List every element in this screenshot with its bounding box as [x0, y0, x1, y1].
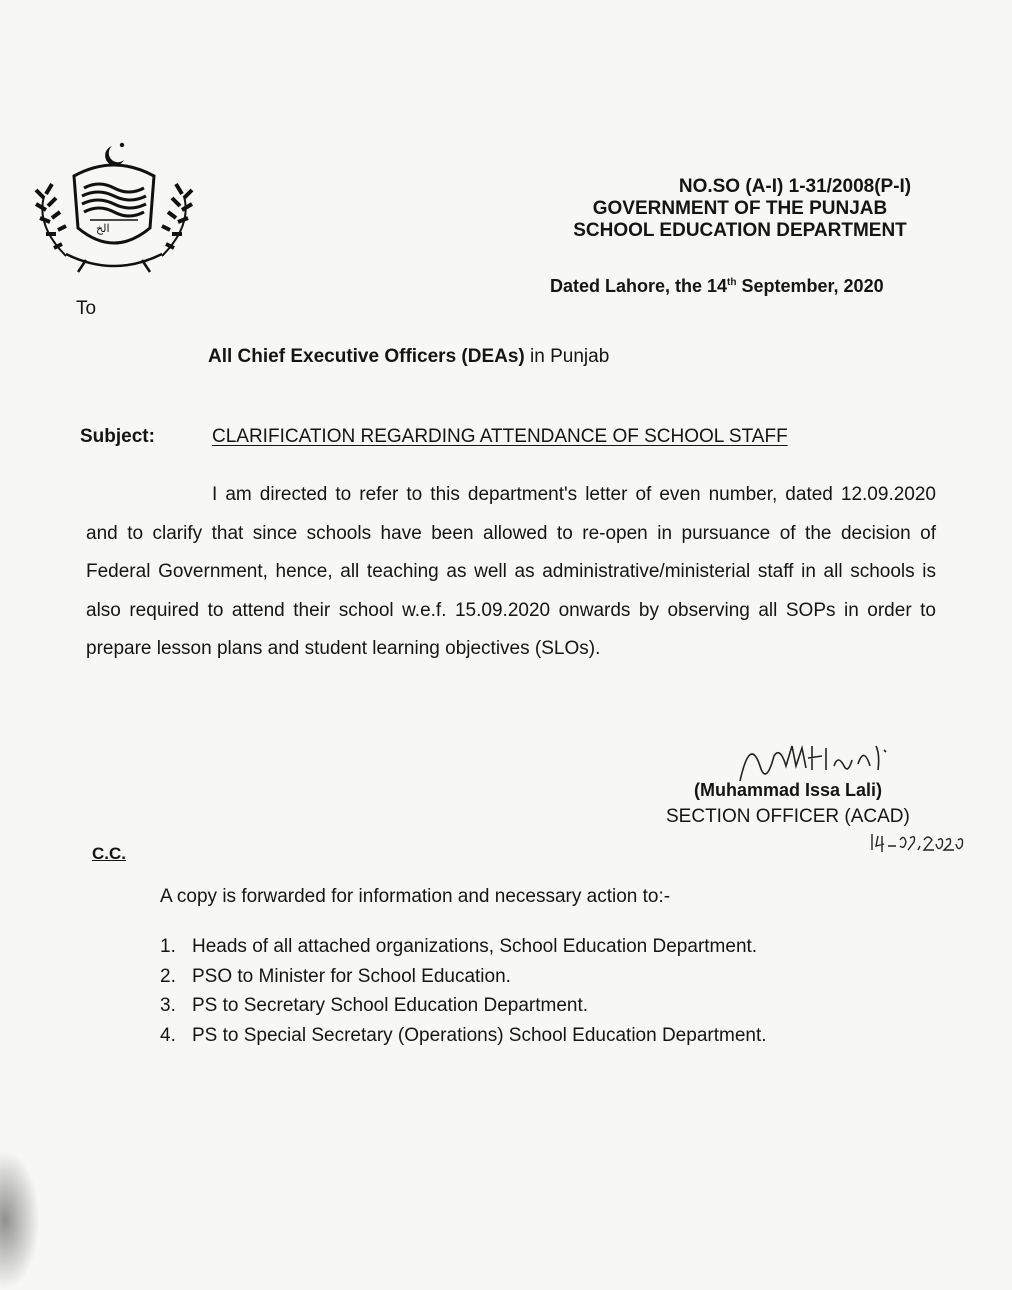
- list-item: [160, 962, 767, 992]
- punjab-government-emblem-icon: [26, 136, 202, 276]
- subject-label: Subject:: [80, 426, 155, 447]
- list-item-text: PS to Secretary School Education Department.: [192, 995, 589, 1016]
- list-item-number: 2.: [160, 965, 176, 987]
- body-text: I am directed to refer to this department's letter of even number, dated 12.09.2020 and to clarify that since schools have been allowed to re-open in pursuance of the decision of Federal Government, hence, all teaching as well as administrative/ministerial staff in all schools is also required to attend their school w.e.f. 15.09.2020 onwards by observing all SOPs in order to prepare lesson plans and student learning objectives (SLOs).: [86, 484, 936, 660]
- list-item-number: 3.: [160, 995, 176, 1016]
- list-item: [160, 1021, 767, 1051]
- list-item-number: 1.: [160, 936, 176, 957]
- cc-list: [160, 932, 767, 1050]
- cc-label: C.C.: [92, 844, 126, 863]
- svg-text:ﺍﻟﺦ: ﺍﻟﺦ: [96, 222, 110, 235]
- list-item-text: PSO to Minister for School Education.: [192, 965, 511, 987]
- handwritten-date: [868, 828, 968, 858]
- signatory-name: (Muhammad Issa Lali): [694, 780, 883, 800]
- addressee-rest: in Punjab: [524, 346, 610, 367]
- date-prefix: Dated Lahore, the 14: [550, 276, 728, 296]
- date-ordinal: th: [727, 277, 737, 288]
- list-item: [160, 932, 767, 962]
- cc-intro: A copy is forwarded for information and necessary action to:-: [160, 886, 671, 907]
- date-suffix: September, 2020: [736, 276, 884, 296]
- department-name: SCHOOL EDUCATION DEPARTMENT: [573, 220, 907, 241]
- list-item-text: Heads of all attached organizations, School Education Department.: [192, 936, 758, 957]
- photo-shadow: [0, 1150, 40, 1290]
- letter-date: [550, 276, 884, 297]
- list-item: [160, 991, 767, 1021]
- to-label: To: [76, 298, 97, 319]
- addressee-bold: All Chief Executive Officers (DEAs): [208, 346, 525, 367]
- addressee: [208, 346, 609, 368]
- letter-header: [520, 176, 960, 242]
- list-item-text: PS to Special Secretary (Operations) School Education Department.: [192, 1024, 767, 1046]
- subject-text: CLARIFICATION REGARDING ATTENDANCE OF SCHOOL STAFF: [212, 426, 788, 447]
- list-item-number: 4.: [160, 1024, 176, 1046]
- body-paragraph: [86, 476, 936, 669]
- reference-number: NO.SO (A-I) 1-31/2008(P-I): [678, 176, 912, 197]
- government-name: GOVERNMENT OF THE PUNJAB: [592, 198, 888, 219]
- signatory-title: SECTION OFFICER (ACAD): [666, 806, 910, 827]
